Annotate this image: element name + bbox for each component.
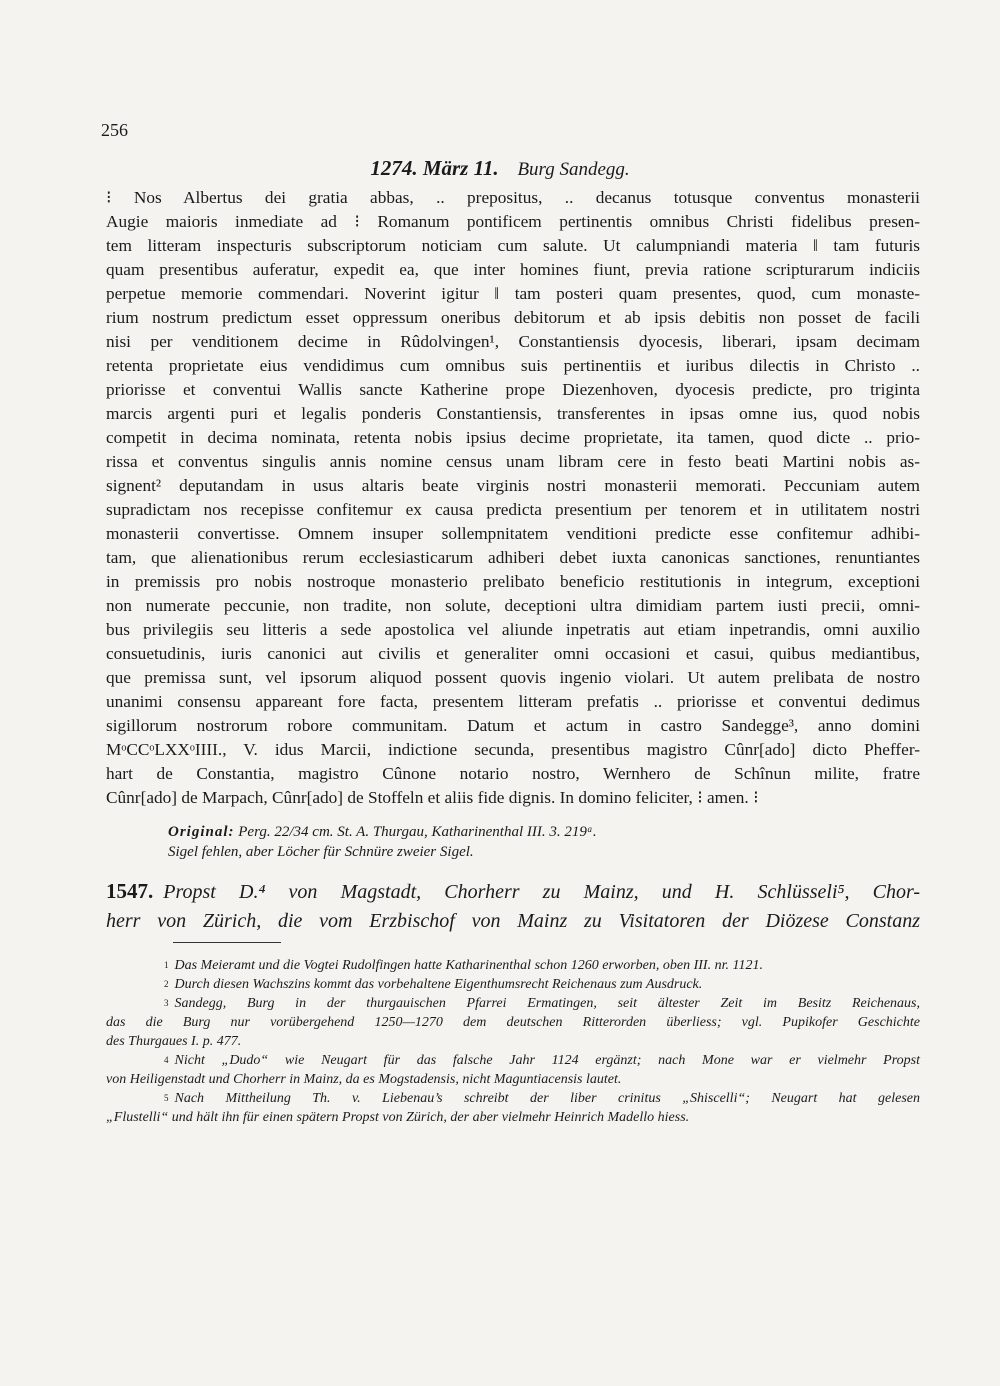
footnote-text: Das Meieramt und die Vogtei Rudolfingen hatte Katharinenthal schon 1260 erworben, oben III. nr. 1121. [174,958,763,973]
page-number: 256 [101,120,128,140]
text-line: tem litteram inspecturis subscriptorum noticiam cum salute. Ut calumpniandi materia ‖ tam futuris [106,236,920,255]
text-line: priorisse et conventui Wallis sancte Katherine prope Diezenhoven, dyocesis predicte, pro triginta [106,380,920,399]
text-line: hart de Constantia, magistro Cûnone notario nostro, Wernhero de Schînun milite, fratre [106,764,920,783]
footnote-5 [106,1089,920,1108]
next-document-heading [106,876,920,936]
text-line: signent² deputandam in usus altaris beate virginis nostri monasterii memorati. Peccuniam autem [106,476,920,495]
footnote-text: Sandegg, Burg in der thurgauischen Pfarrei Ermatingen, seit ältester Zeit im Besitz Reichenaus, [174,996,920,1011]
text-line: sigillorum nostrorum robore communitam. Datum et actum in castro Sandegge³, anno domini [106,716,920,735]
footnote-mark: 4 [164,1055,169,1065]
footnote-1 [106,956,920,975]
footnote-text: Nach Mittheilung Th. v. Liebenau’s schreibt der liber crinitus „Shiscelli“; Neugart hat gelesen [174,1091,920,1106]
text-line: nisi per venditionem decime in Rûdolvingen¹, Constantiensis dyocesis, liberari, ipsam decimam [106,332,920,351]
section-line [106,876,920,906]
document-place: Burg Sandegg. [517,159,630,180]
footnote-mark: 1 [164,960,169,970]
text-line: rium nostrum predictum esset oppressum oneribus debitorum et ab ipsis debitis non posset de facili [106,308,920,327]
text-line: marcis argenti puri et legalis ponderis Constantiensis, transferentes in ipsas omne ius, quod nobis [106,404,920,423]
text-line: perpetue memorie commendari. Noverint igitur ‖ tam posteri quam presentes, quod, cum monaste- [106,284,920,303]
text-line: Cûnr[ado] de Marpach, Cûnr[ado] de Stoffeln et aliis fide dignis. In domino feliciter, ⁝ amen. ⁝ [106,788,759,807]
text-line: unanimi consensu appareant fore facta, presentem litteram prefatis .. priorisse et conventui dedimus [106,692,920,711]
text-line: MᵒCCᵒLXXᵒIIII., V. idus Marcii, indictione secunda, presentibus magistro Cûnr[ado] dicto Pheffer- [106,740,920,759]
section-line: herr von Zürich, die vom Erzbischof von Mainz zu Visitatoren der Diözese Constanz [106,910,920,932]
charter-text [106,186,920,810]
footnote-text: Durch diesen Wachszins kommt das vorbehaltene Eigenthumsrecht Reichenaus zum Ausdruck. [174,977,703,992]
text-line: rissa et conventus singulis annis nomine census unam libram cere in festo beati Martini nobis as- [106,452,920,471]
footnote-3 [106,994,920,1013]
footnote-rule [173,942,281,943]
text-line: retenta proprietate eius vendidimus cum omnibus suis pertinentiis et iuribus dilectis in Christo .. [106,356,920,375]
footnote-line: „Flustelli“ und hält ihn für einen spätern Propst von Zürich, der aber vielmehr Heinrich Madello hiess. [106,1110,690,1125]
footnote-mark: 5 [164,1093,169,1103]
footnote-line: des Thurgaues I. p. 477. [106,1034,242,1049]
text-line: monasterii convertisse. Omnem insuper sollempnitatem venditioni predicte esse confitemur adhibi- [106,524,920,543]
footnote-line: von Heiligenstadt und Chorherr in Mainz, da es Mogstadensis, nicht Maguntiacensis lautet. [106,1072,622,1087]
text-line: supradictam nos recepisse confitemur ex causa predicta presentium per tenorem et in utilitatem nostri [106,500,920,519]
text-line: Augie maioris inmediate ad ⁝ Romanum pontificem pertinentis omnibus Christi fidelibus presen- [106,212,920,231]
source-line [168,822,597,842]
text-line: tam, que alienationibus rerum ecclesiasticarum adhiberi debet iuxta canonicas sanctiones, renuntiantes [106,548,920,567]
text-line: ⁝ Nos Albertus dei gratia abbas, .. prepositus, .. decanus totusque conventus monasterii [106,188,920,207]
footnote-mark: 2 [164,979,169,989]
source-note [168,822,597,862]
footnote-4 [106,1051,920,1070]
source-reference: Perg. 22/34 cm. St. A. Thurgau, Katharinenthal III. 3. 219ᵃ. [238,824,597,840]
footnote-2 [106,975,920,994]
footnotes [106,956,920,1127]
footnote-mark: 3 [164,998,169,1008]
text-line: competit in decima nominata, retenta nobis ipsius decime proprietate, ita tamen, quod dicte .. prio- [106,428,920,447]
footnote-text: Nicht „Dudo“ wie Neugart für das falsche Jahr 1124 ergänzt; nach Mone war er vielmehr Propst [174,1053,920,1068]
text-line: quam presentibus auferatur, expedit ea, que inter homines fiunt, previa ratione scripturarum indiciis [106,260,920,279]
source-label: Original: [168,824,235,840]
text-line: que premissa sunt, vel ipsorum aliquod possent quovis ingenio violari. Ut autem prelibata de nostro [106,668,920,687]
footnote-line: das die Burg nur vorübergehend 1250—1270 dem deutschen Ritterorden überliess; vgl. Pupikofer Geschichte [106,1015,920,1030]
section-title-line: Propst D.⁴ von Magstadt, Chorherr zu Mainz, und H. Schlüsseli⁵, Chor- [163,881,920,903]
text-line: non numerate peccunie, non tradite, non solute, deceptioni ultra dimidiam partem iusti precii, omni- [106,596,920,615]
text-line: bus privilegiis seu litteris a sede apostolica vel aliunde inpetratis aut etiam inpetrandis, omni auxilio [106,620,920,639]
seal-note: Sigel fehlen, aber Löcher für Schnüre zweier Sigel. [168,844,474,860]
text-line: in premissis pro nobis nostroque monasterio prelibato beneficio restitutionis in integrum, exceptioni [106,572,920,591]
text-line: consuetudinis, iuris canonici aut civilis et generaliter omni occasioni et casui, quibus mediantibus, [106,644,920,663]
document-date: 1274. März 11. [370,156,499,180]
document-heading [0,156,1000,181]
document-number: 1547. [106,879,154,903]
